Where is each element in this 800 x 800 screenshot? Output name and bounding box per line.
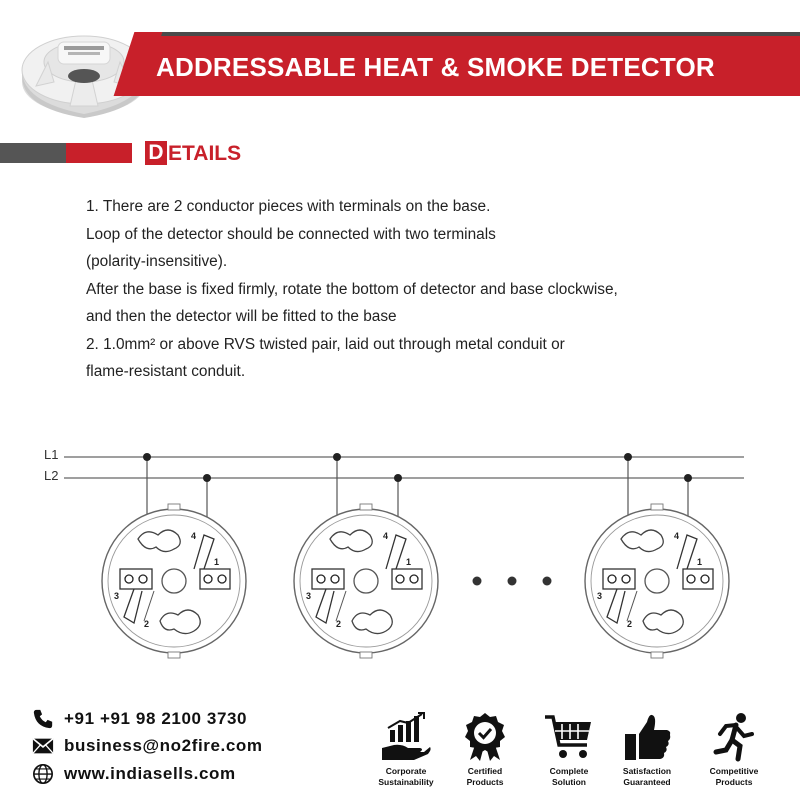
details-line: and then the detector will be fitted to the base [86,308,397,325]
line-label-l2: L2 [44,468,59,483]
feature-satisfaction-guaranteed [607,712,687,788]
heading-bar-grey [0,143,66,163]
feature-label: Corporate Sustainability [378,766,434,787]
terminal-number-label: 3 [597,591,603,601]
terminal-number-label: 4 [191,531,197,541]
phone-icon [32,708,54,730]
phone-number: +91 +91 98 2100 3730 [64,709,248,728]
details-line: 1. There are 2 conductor pieces with terminals on the base. [86,198,491,215]
junction-dot [394,474,402,482]
email-address: business@no2fire.com [64,736,263,755]
junction-dot [333,453,341,461]
website-url: www.indiasells.com [64,764,236,783]
terminal-number-label: 2 [627,619,633,629]
runner-icon [708,712,760,762]
terminal-number-label: 4 [674,531,680,541]
details-line: After the base is fixed firmly, rotate the bottom of detector and base clockwise, [86,280,618,298]
details-text [86,193,776,386]
section-heading: ETAILS [168,142,242,165]
terminal-number-label: 1 [406,557,412,567]
heading-bar-red [66,143,132,163]
junction-dot [624,453,632,461]
thumbs-up-icon [621,712,673,762]
continuation-dot [543,577,552,586]
terminal-number-label: 2 [144,619,150,629]
terminal-number-label: 3 [306,591,312,601]
junction-dot [143,453,151,461]
junction-dot [684,474,692,482]
terminal-number-label: 2 [336,619,342,629]
growth-hand-icon [380,712,432,762]
feature-corporate-sustainability [366,712,446,788]
details-line: flame-resistant conduit. [86,363,246,380]
feature-complete-solution [529,712,609,788]
feature-label: Satisfaction Guaranteed [622,766,672,787]
base-center-hole [645,569,669,593]
base-center-hole [354,569,378,593]
line-label-l1: L1 [44,447,59,462]
page-title: ADDRESSABLE HEAT & SMOKE DETECTOR [156,52,715,82]
detector-base [585,453,729,658]
feature-label: Certified Products [466,766,504,787]
title-banner [138,32,800,96]
globe-icon [32,763,54,785]
badge-check-icon [459,712,511,762]
continuation-dot [508,577,517,586]
terminal-number-label: 1 [697,557,703,567]
detector-base [294,453,438,658]
mail-icon [32,735,54,757]
continuation-dot [473,577,482,586]
feature-certified-products [445,712,525,788]
details-line: 2. 1.0mm² or above RVS twisted pair, laid out through metal conduit or [86,335,565,353]
cart-icon [543,712,595,762]
junction-dot [203,474,211,482]
feature-competitive-products [694,712,774,788]
base-center-hole [162,569,186,593]
wiring-diagram [0,430,800,670]
section-heading-initial: D [145,141,167,165]
terminal-number-label: 3 [114,591,120,601]
terminal-number-label: 4 [383,531,389,541]
feature-label: Competitive Products [709,766,759,787]
feature-label: Complete Solution [549,766,589,787]
detector-base [102,453,246,658]
terminal-number-label: 1 [214,557,220,567]
details-line: Loop of the detector should be connected with two terminals [86,225,496,243]
details-line: (polarity-insensitive). [86,253,228,270]
